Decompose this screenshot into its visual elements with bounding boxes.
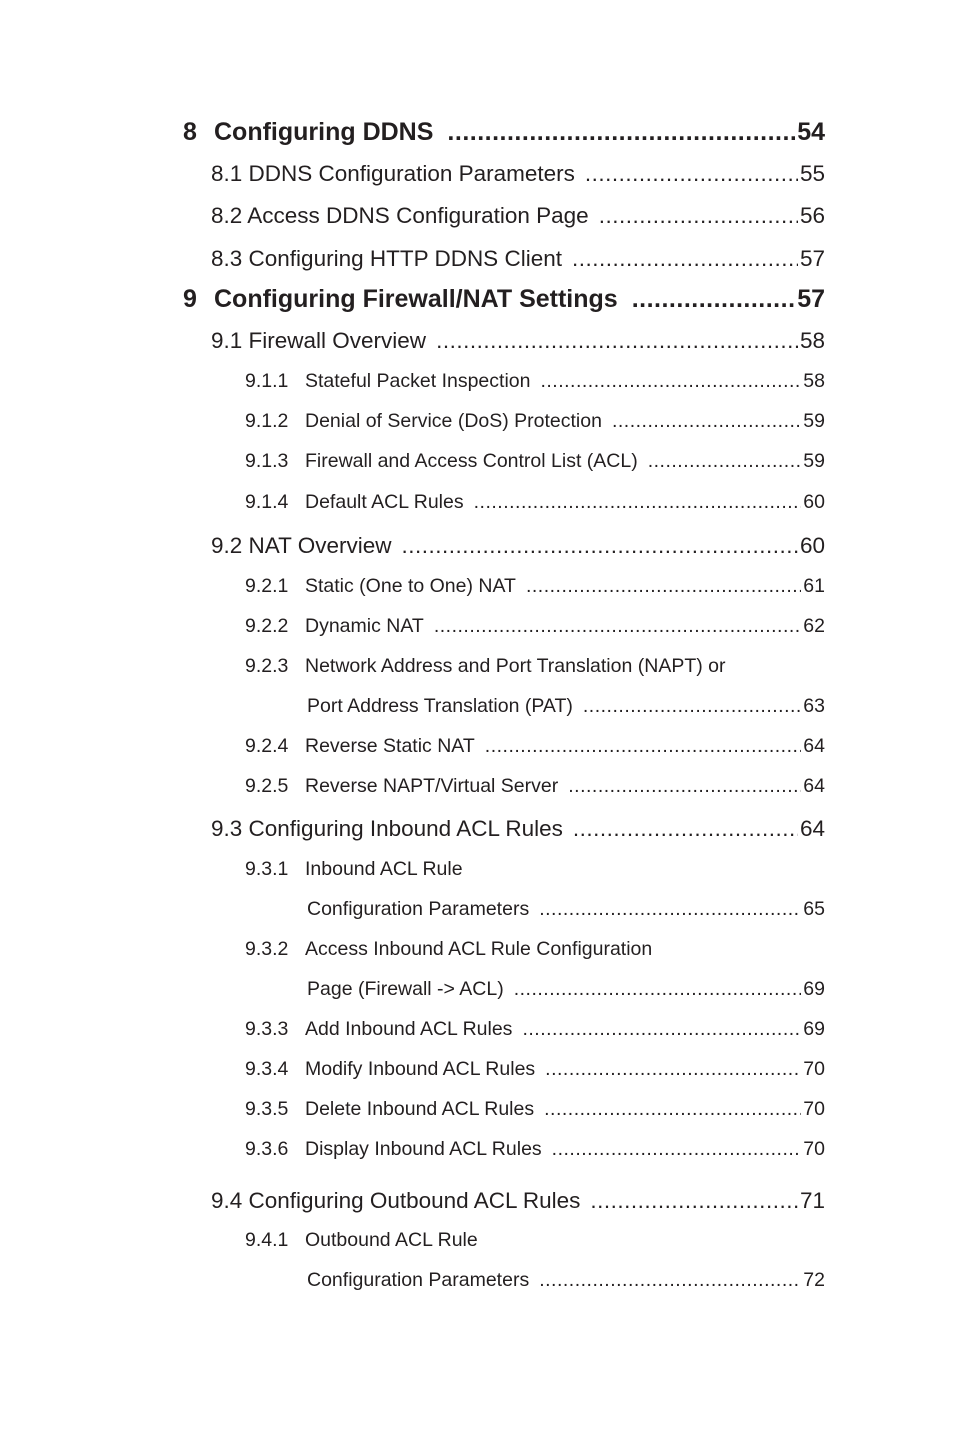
toc-leader-dots [514,978,802,1001]
toc-entry-number: 9.2.2 [245,615,289,637]
toc-leader-dots [522,1018,801,1041]
toc-entry-title: 9.4 Configuring Outbound ACL Rules [211,1188,581,1213]
toc-entry-page: 56 [799,203,825,228]
toc-leader-dots [545,1058,801,1081]
toc-entry-page: 59 [803,450,825,472]
toc-leader-dots [434,615,801,638]
toc-entry-page: 70 [803,1058,825,1080]
toc-entry[interactable] [245,615,825,638]
toc-entry-title: Configuring Firewall/NAT Settings [214,285,618,313]
toc-entry-page: 58 [799,328,825,353]
toc-entry-number: 9.1.2 [245,410,289,432]
toc-leader-dots [612,410,801,433]
toc-entry-page: 69 [803,978,825,1000]
toc-entry-number: 9.3.5 [245,1098,289,1120]
toc-leader-dots [632,285,795,314]
toc-entry-page: 57 [797,285,825,313]
toc-entry[interactable] [245,575,825,598]
toc-entry[interactable] [307,978,825,1001]
toc-entry-page: 71 [799,1188,825,1213]
toc-entry-page: 55 [799,161,825,186]
toc-entry-title: Inbound ACL Rule [305,858,463,880]
toc-leader-dots [573,816,798,842]
toc-entry[interactable] [211,816,825,842]
toc-entry-title: Network Address and Port Translation (NAPT) or [305,655,726,677]
toc-leader-dots [485,735,802,758]
toc-entry-title: 8.3 Configuring HTTP DDNS Client [211,246,562,271]
toc-entry[interactable] [211,203,825,229]
toc-entry-number: 9.1.4 [245,491,289,513]
toc-entry[interactable] [245,735,825,758]
toc-entry[interactable] [245,1098,825,1121]
toc-entry[interactable] [211,533,825,559]
toc-entry[interactable] [245,450,825,473]
toc-entry[interactable] [211,246,825,272]
toc-entry-page: 60 [803,491,825,513]
toc-leader-dots [539,898,801,921]
toc-entry-number: 9.3.3 [245,1018,289,1040]
toc-leader-dots [436,328,798,354]
toc-leader-dots [572,246,798,272]
toc-leader-dots [585,161,798,187]
toc-entry-page: 70 [803,1138,825,1160]
toc-entry-title: Stateful Packet Inspection [305,370,531,392]
toc-entry-title: Configuration Parameters [307,898,530,920]
toc-entry-title: Configuration Parameters [307,1269,530,1291]
toc-entry-title: Reverse NAPT/Virtual Server [305,775,559,797]
toc-entry-page: 59 [803,410,825,432]
toc-entry[interactable] [245,655,825,678]
toc-entry-title: Reverse Static NAT [305,735,475,757]
toc-entry[interactable] [245,1229,825,1252]
toc-entry[interactable] [245,370,825,393]
toc-entry-title: Outbound ACL Rule [305,1229,478,1251]
toc-leader-dots [539,1269,801,1292]
toc-entry-page: 62 [803,615,825,637]
toc-entry-title: Denial of Service (DoS) Protection [305,410,602,432]
toc-entry-page: 64 [803,735,825,757]
toc-entry-title: 9.1 Firewall Overview [211,328,427,353]
toc-entry[interactable] [245,858,825,881]
toc-leader-dots [568,775,801,798]
toc-entry[interactable] [245,1138,825,1161]
toc-leader-dots [474,491,802,514]
toc-entry-page: 69 [803,1018,825,1040]
toc-entry-number: 9.1.1 [245,370,289,392]
toc-entry-title: 9.2 NAT Overview [211,533,392,558]
toc-entry-title: 8.2 Access DDNS Configuration Page [211,203,589,228]
toc-entry-number: 9.1.3 [245,450,289,472]
toc-entry-page: 57 [799,246,825,271]
toc-entry[interactable] [245,410,825,433]
toc-leader-dots [599,203,798,229]
toc-entry[interactable] [307,1269,825,1292]
toc-entry-title: Delete Inbound ACL Rules [305,1098,535,1120]
toc-entry-page: 58 [803,370,825,392]
toc-entry-title: Configuring DDNS [214,118,434,146]
toc-entry-title: Dynamic NAT [305,615,424,637]
toc-entry-title: Page (Firewall -> ACL) [307,978,504,1000]
toc-entry[interactable] [245,938,825,961]
toc-entry-number: 9.3.1 [245,858,289,880]
toc-entry-number: 9.2.4 [245,735,289,757]
toc-leader-dots [544,1098,801,1121]
toc-leader-dots [447,118,795,147]
toc-entry-title: 8.1 DDNS Configuration Parameters [211,161,575,186]
toc-leader-dots [590,1188,798,1214]
toc-entry-number: 9.3.4 [245,1058,289,1080]
toc-entry-page: 54 [797,118,825,146]
toc-leader-dots [401,533,797,559]
toc-entry-title: Firewall and Access Control List (ACL) [305,450,638,472]
toc-entry-number: 9 [183,285,197,313]
toc-entry-page: 65 [803,898,825,920]
toc-leader-dots [583,695,801,718]
toc-entry-page: 64 [803,775,825,797]
toc-leader-dots [552,1138,802,1161]
toc-entry-number: 9.3.2 [245,938,289,960]
toc-entry-page: 64 [799,816,825,841]
toc-entry-page: 72 [803,1269,825,1291]
toc-entry[interactable] [245,775,825,798]
toc-entry-number: 9.3.6 [245,1138,289,1160]
toc-leader-dots [648,450,802,473]
toc-entry-title: Access Inbound ACL Rule Configuration [305,938,653,960]
toc-leader-dots [526,575,801,598]
toc-entry[interactable] [183,285,825,314]
toc-entry-title: Static (One to One) NAT [305,575,516,597]
toc-entry-page: 60 [799,533,825,558]
toc-entry-page: 61 [803,575,825,597]
toc-entry[interactable] [245,1018,825,1041]
toc-entry[interactable] [183,118,825,147]
toc-entry-title: Display Inbound ACL Rules [305,1138,542,1160]
toc-entry-title: 9.3 Configuring Inbound ACL Rules [211,816,563,841]
toc-entry-title: Default ACL Rules [305,491,464,513]
toc-entry-page: 63 [803,695,825,717]
toc-entry-page: 70 [803,1098,825,1120]
toc-entry-title: Add Inbound ACL Rules [305,1018,513,1040]
toc-entry[interactable] [307,898,825,921]
toc-entry[interactable] [211,328,825,354]
toc-entry-title: Modify Inbound ACL Rules [305,1058,536,1080]
toc-entry-number: 9.2.5 [245,775,289,797]
toc-entry-number: 9.2.1 [245,575,289,597]
toc-entry-number: 9.2.3 [245,655,289,677]
toc-entry[interactable] [211,1188,825,1214]
toc-entry[interactable] [245,1058,825,1081]
toc-entry-number: 9.4.1 [245,1229,289,1251]
toc-entry-title: Port Address Translation (PAT) [307,695,573,717]
toc-entry-number: 8 [183,118,197,146]
toc-entry[interactable] [211,161,825,187]
toc-leader-dots [540,370,801,393]
toc-entry[interactable] [307,695,825,718]
toc-entry[interactable] [245,491,825,514]
